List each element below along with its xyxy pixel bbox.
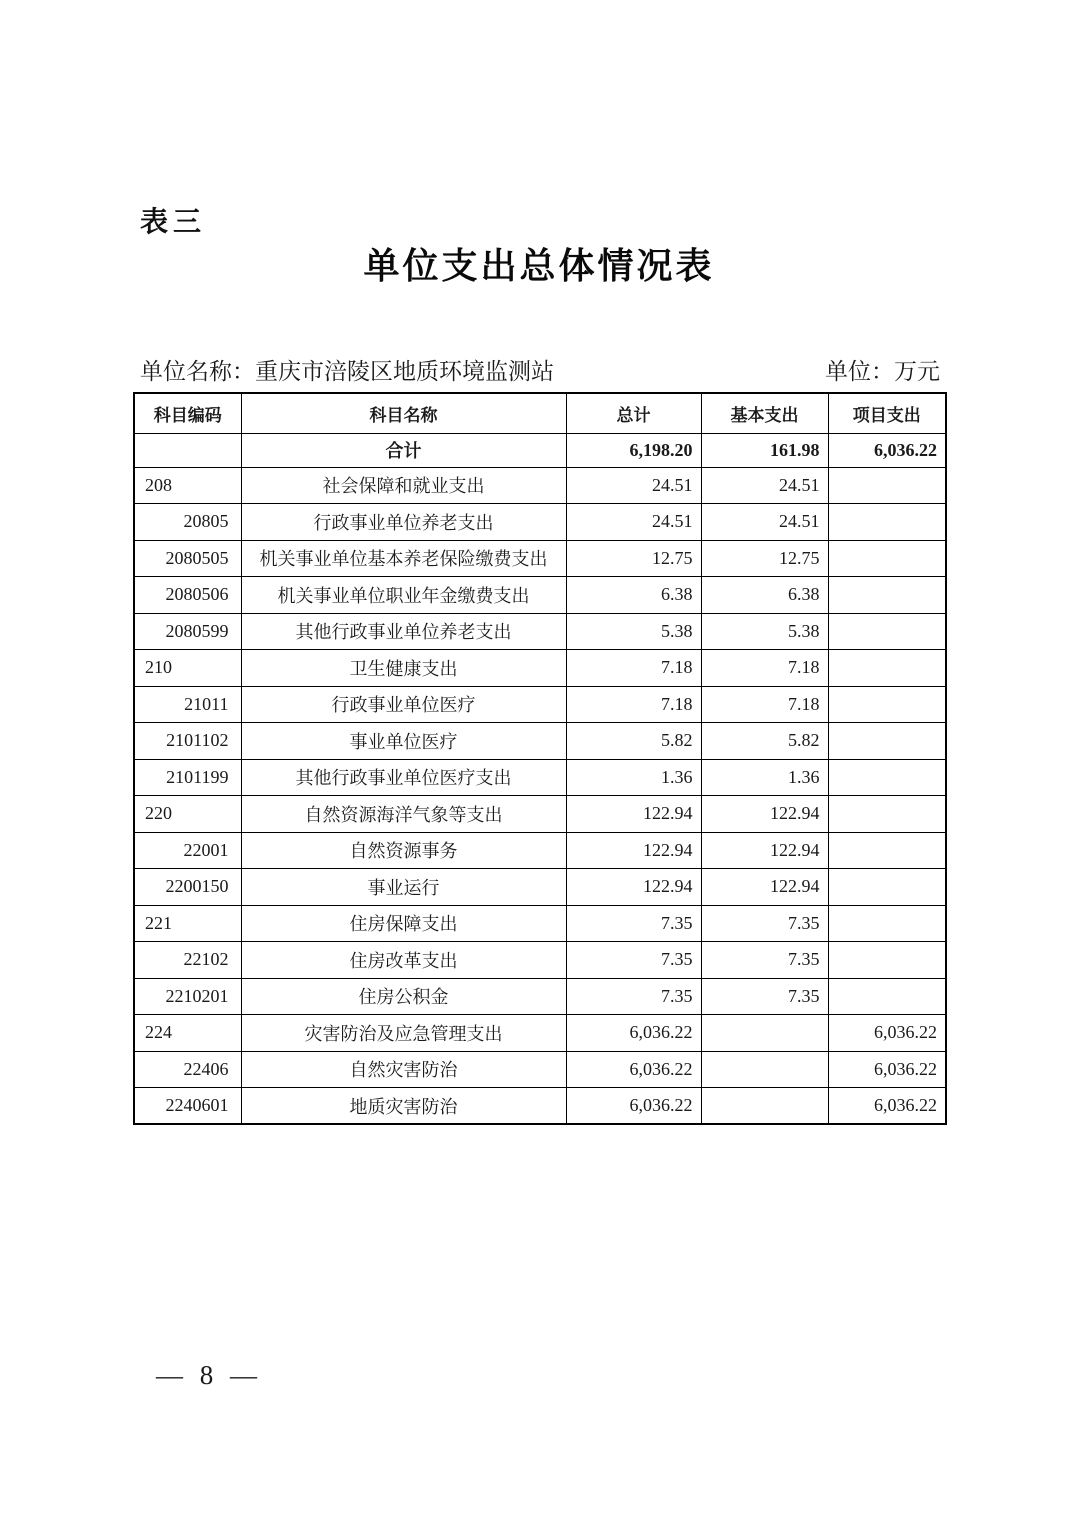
cell-project-expense (828, 723, 946, 760)
cell-basic-expense: 7.18 (701, 686, 828, 723)
total-row-label: 合计 (241, 433, 566, 467)
table-row (134, 504, 946, 541)
cell-subject-name: 其他行政事业单位养老支出 (241, 613, 566, 650)
total-row-code (134, 433, 241, 467)
cell-subject-code: 2240601 (134, 1088, 241, 1125)
table-body (134, 467, 946, 1124)
sheet-number-label: 表三 (140, 206, 207, 237)
total-row-basic: 161.98 (701, 433, 828, 467)
cell-project-expense: 6,036.22 (828, 1051, 946, 1088)
cell-total: 12.75 (566, 540, 701, 577)
cell-basic-expense: 122.94 (701, 832, 828, 869)
cell-total: 6,036.22 (566, 1088, 701, 1125)
cell-basic-expense: 7.35 (701, 978, 828, 1015)
unit-measure-label: 单位：万元 (825, 359, 940, 384)
cell-project-expense (828, 577, 946, 614)
expenditure-table (133, 392, 947, 1125)
page-title: 单位支出总体情况表 (363, 246, 715, 286)
cell-basic-expense: 7.35 (701, 905, 828, 942)
table-total-row (134, 433, 946, 467)
cell-total: 6,036.22 (566, 1051, 701, 1088)
cell-basic-expense: 6.38 (701, 577, 828, 614)
table-row (134, 869, 946, 906)
cell-subject-code: 224 (134, 1015, 241, 1052)
table-row (134, 577, 946, 614)
cell-total: 7.35 (566, 942, 701, 979)
cell-subject-name: 自然资源海洋气象等支出 (241, 796, 566, 833)
cell-subject-name: 地质灾害防治 (241, 1088, 566, 1125)
table-row (134, 796, 946, 833)
cell-total: 5.82 (566, 723, 701, 760)
cell-subject-name: 机关事业单位职业年金缴费支出 (241, 577, 566, 614)
cell-project-expense: 6,036.22 (828, 1088, 946, 1125)
cell-subject-name: 行政事业单位医疗 (241, 686, 566, 723)
table-row (134, 1015, 946, 1052)
cell-subject-code: 221 (134, 905, 241, 942)
cell-project-expense (828, 796, 946, 833)
cell-project-expense (828, 869, 946, 906)
table-row (134, 942, 946, 979)
cell-total: 24.51 (566, 504, 701, 541)
cell-project-expense (828, 978, 946, 1015)
header-basic-expense: 基本支出 (701, 393, 828, 433)
cell-subject-code: 2210201 (134, 978, 241, 1015)
cell-subject-code: 2080506 (134, 577, 241, 614)
cell-total: 5.38 (566, 613, 701, 650)
table-row (134, 759, 946, 796)
cell-project-expense (828, 613, 946, 650)
total-row-total: 6,198.20 (566, 433, 701, 467)
cell-subject-code: 22102 (134, 942, 241, 979)
table-row (134, 978, 946, 1015)
cell-project-expense (828, 686, 946, 723)
cell-total: 7.18 (566, 650, 701, 687)
page-number: — 8 — (156, 1360, 257, 1390)
cell-subject-name: 住房公积金 (241, 978, 566, 1015)
cell-basic-expense: 7.18 (701, 650, 828, 687)
cell-subject-name: 自然资源事务 (241, 832, 566, 869)
cell-total: 6,036.22 (566, 1015, 701, 1052)
table-row (134, 832, 946, 869)
cell-project-expense (828, 759, 946, 796)
cell-subject-code: 2080599 (134, 613, 241, 650)
cell-total: 1.36 (566, 759, 701, 796)
unit-name-label: 单位名称：重庆市涪陵区地质环境监测站 (140, 359, 554, 384)
cell-subject-name: 住房保障支出 (241, 905, 566, 942)
header-total: 总计 (566, 393, 701, 433)
cell-subject-name: 住房改革支出 (241, 942, 566, 979)
table-row (134, 650, 946, 687)
cell-subject-code: 22406 (134, 1051, 241, 1088)
header-project-expense: 项目支出 (828, 393, 946, 433)
cell-total: 122.94 (566, 869, 701, 906)
cell-basic-expense: 1.36 (701, 759, 828, 796)
header-subject-name: 科目名称 (241, 393, 566, 433)
cell-project-expense (828, 942, 946, 979)
cell-subject-name: 事业运行 (241, 869, 566, 906)
table-info-line (140, 353, 940, 386)
table-row (134, 540, 946, 577)
cell-subject-code: 2200150 (134, 869, 241, 906)
cell-subject-code: 2101199 (134, 759, 241, 796)
table-row (134, 1051, 946, 1088)
cell-basic-expense: 12.75 (701, 540, 828, 577)
cell-project-expense (828, 504, 946, 541)
cell-project-expense (828, 832, 946, 869)
cell-total: 122.94 (566, 832, 701, 869)
table-row (134, 723, 946, 760)
cell-basic-expense (701, 1088, 828, 1125)
cell-total: 24.51 (566, 467, 701, 504)
table-row (134, 467, 946, 504)
cell-subject-code: 20805 (134, 504, 241, 541)
cell-basic-expense (701, 1051, 828, 1088)
cell-project-expense (828, 540, 946, 577)
cell-total: 6.38 (566, 577, 701, 614)
cell-project-expense (828, 467, 946, 504)
cell-project-expense: 6,036.22 (828, 1015, 946, 1052)
cell-total: 7.18 (566, 686, 701, 723)
cell-basic-expense (701, 1015, 828, 1052)
cell-subject-name: 灾害防治及应急管理支出 (241, 1015, 566, 1052)
cell-subject-name: 社会保障和就业支出 (241, 467, 566, 504)
cell-subject-code: 2080505 (134, 540, 241, 577)
cell-subject-name: 自然灾害防治 (241, 1051, 566, 1088)
cell-total: 122.94 (566, 796, 701, 833)
cell-project-expense (828, 650, 946, 687)
cell-subject-code: 21011 (134, 686, 241, 723)
total-row-project: 6,036.22 (828, 433, 946, 467)
cell-subject-name: 行政事业单位养老支出 (241, 504, 566, 541)
cell-subject-code: 2101102 (134, 723, 241, 760)
cell-basic-expense: 24.51 (701, 467, 828, 504)
cell-basic-expense: 122.94 (701, 869, 828, 906)
cell-basic-expense: 7.35 (701, 942, 828, 979)
cell-subject-code: 220 (134, 796, 241, 833)
cell-subject-name: 事业单位医疗 (241, 723, 566, 760)
table-row (134, 613, 946, 650)
cell-subject-code: 210 (134, 650, 241, 687)
table-row (134, 1088, 946, 1125)
cell-subject-name: 机关事业单位基本养老保险缴费支出 (241, 540, 566, 577)
cell-basic-expense: 5.82 (701, 723, 828, 760)
table-row (134, 686, 946, 723)
cell-subject-name: 卫生健康支出 (241, 650, 566, 687)
cell-total: 7.35 (566, 978, 701, 1015)
cell-basic-expense: 122.94 (701, 796, 828, 833)
cell-project-expense (828, 905, 946, 942)
cell-subject-code: 22001 (134, 832, 241, 869)
table-header-row (134, 393, 946, 433)
cell-basic-expense: 5.38 (701, 613, 828, 650)
cell-basic-expense: 24.51 (701, 504, 828, 541)
cell-subject-name: 其他行政事业单位医疗支出 (241, 759, 566, 796)
table-row (134, 905, 946, 942)
header-subject-code: 科目编码 (134, 393, 241, 433)
cell-total: 7.35 (566, 905, 701, 942)
cell-subject-code: 208 (134, 467, 241, 504)
